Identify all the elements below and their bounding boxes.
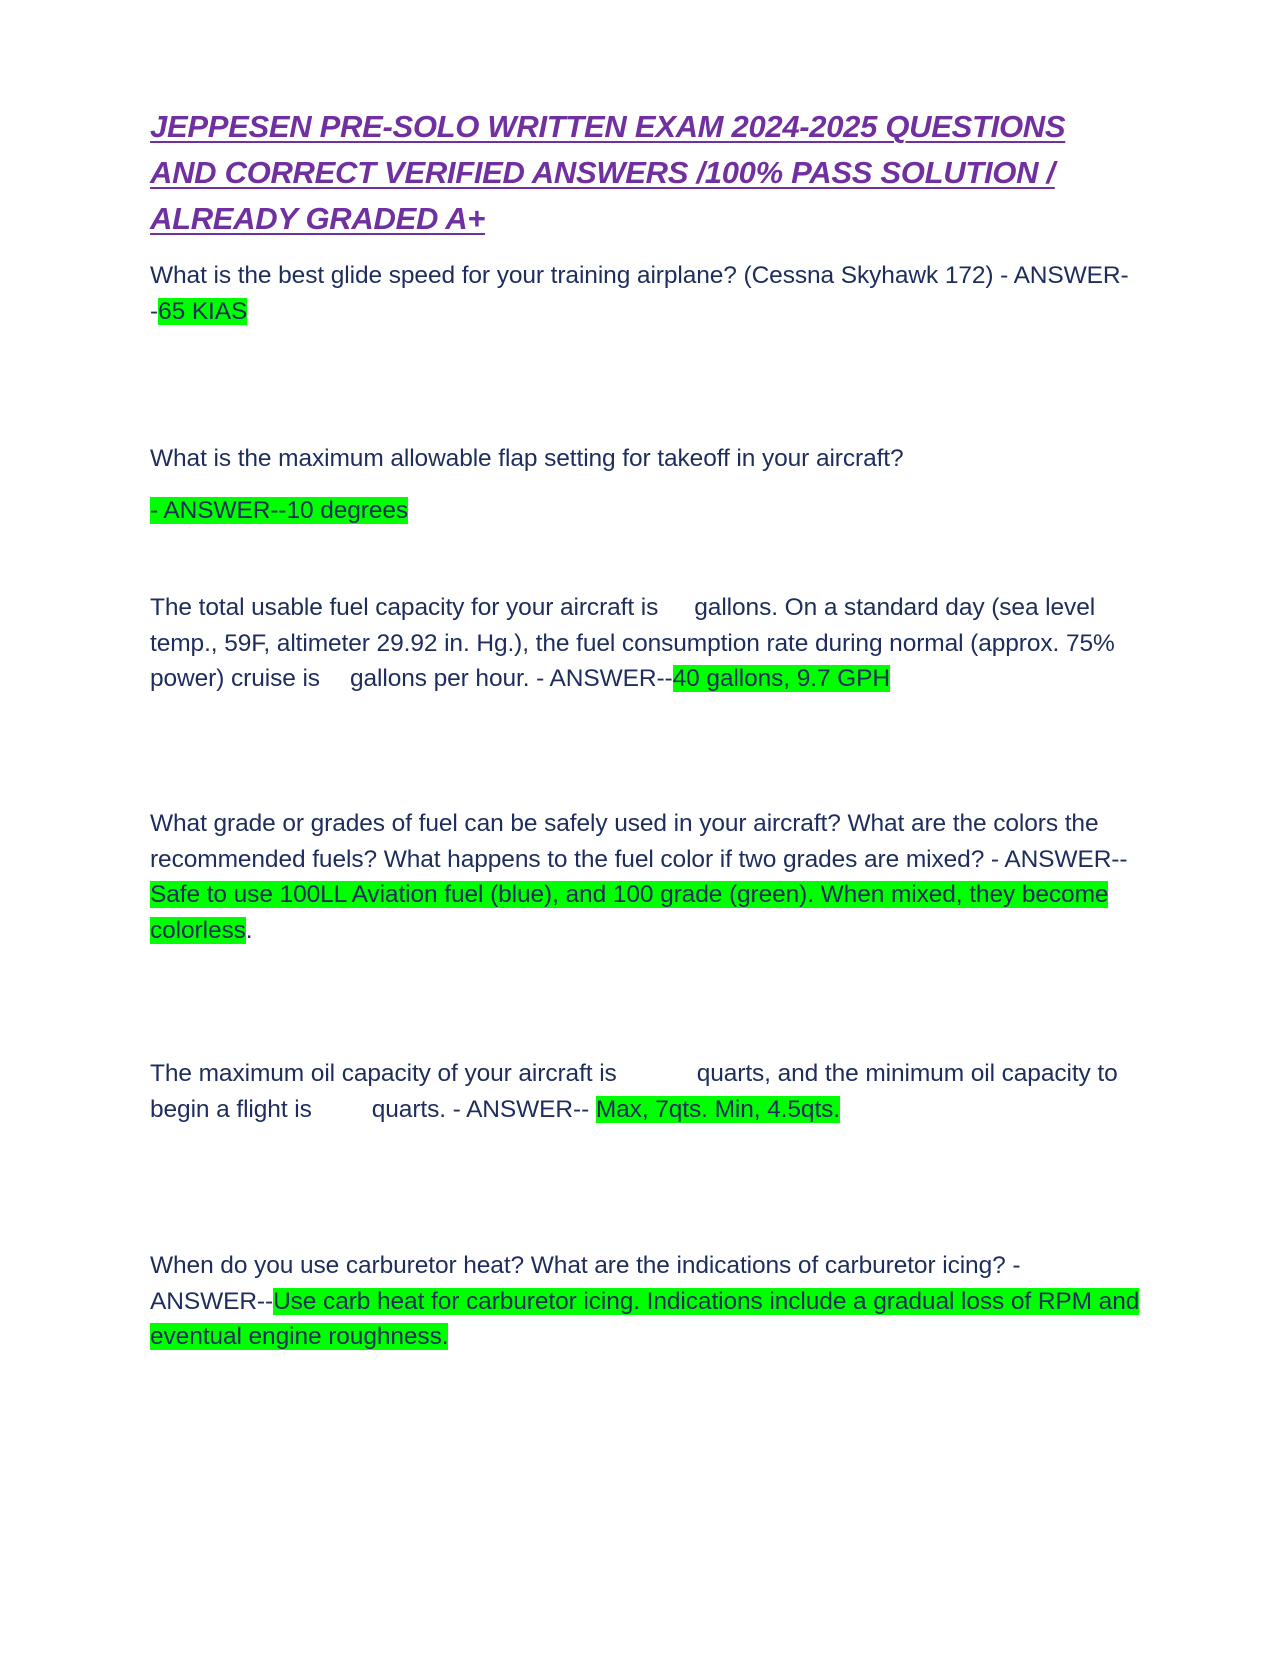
qa-item-fuel-grades (150, 806, 1140, 948)
question-text: quarts, and the minimum oil capacity to begin a flight is (150, 1060, 1118, 1123)
qa-item-carb-heat (150, 1248, 1140, 1355)
answer-highlight: 40 gallons, 9.7 GPH (672, 665, 890, 692)
question-text: The total usable fuel capacity for your aircraft is (150, 594, 659, 621)
question-text: quarts. - ANSWER-- (371, 1095, 590, 1123)
answer-highlight: Safe to use 100LL Aviation fuel (blue), and 100 grade (green). When mixed, they become colorless (150, 881, 1109, 944)
question-text: What is the best glide speed for your training airplane? (Cessna Skyhawk 172) - ANSWER-- (150, 262, 1129, 325)
answer-highlight: Use carb heat for carburetor icing. Indications include a gradual loss of RPM and eventual engine roughness. (150, 1287, 1140, 1350)
document-title: JEPPESEN PRE-SOLO WRITTEN EXAM 2024-2025 QUESTIONS AND CORRECT VERIFIED ANSWERS /100% PASS SOLUTION / ALREADY GRADED A+ (150, 109, 1066, 236)
question-text: gallons. On a standard day (sea level temp., 59F, altimeter 29.92 in. Hg.), the fuel consumption rate during normal (approx. 75% power) cruise is (150, 594, 1115, 692)
qa-item-glide-speed (150, 258, 1140, 329)
answer-highlight: Max, 7qts. Min, 4.5qts. (595, 1095, 841, 1123)
question-text: gallons per hour. - ANSWER-- (349, 665, 673, 692)
qa-item-flap-setting (150, 441, 1140, 528)
qa-item-fuel-capacity (150, 590, 1140, 697)
question-text: The maximum oil capacity of your aircraft is (150, 1060, 617, 1087)
question-text: What is the maximum allowable flap setting for takeoff in your aircraft? (150, 445, 904, 472)
qa-item-oil-capacity (150, 1056, 1140, 1127)
question-text: What grade or grades of fuel can be safely used in your aircraft? What are the colors the recommended fuels? What happens to the fuel color if two grades are mixed? - ANSWER-- (150, 810, 1128, 873)
trailing-period: . (245, 916, 253, 944)
question-text: When do you use carburetor heat? What are the indications of carburetor icing? - ANSWER-- (150, 1252, 1021, 1315)
answer-highlight: 65 KIAS (158, 297, 248, 325)
answer-highlight: - ANSWER--10 degrees (150, 496, 409, 524)
